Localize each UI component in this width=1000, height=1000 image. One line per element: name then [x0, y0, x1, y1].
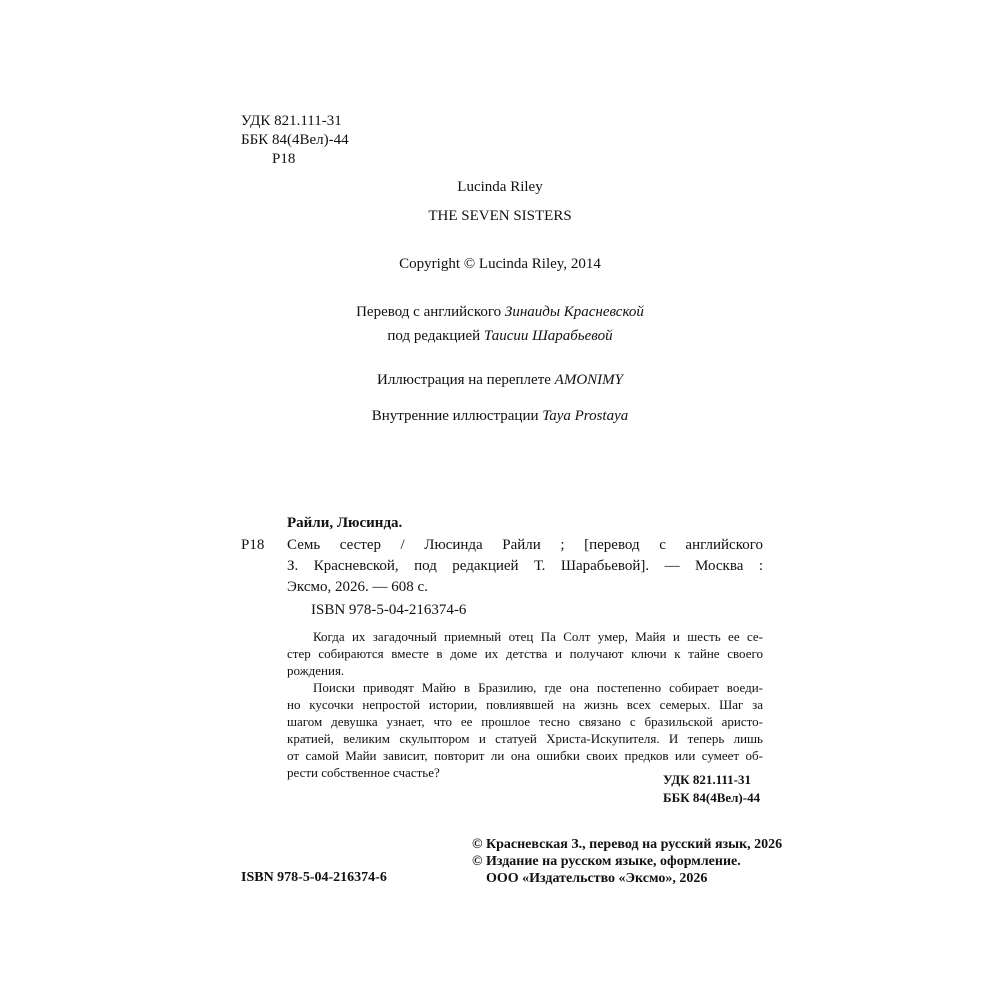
annotation-bbk: ББК 84(4Вел)-44	[663, 790, 761, 805]
annotation-line: но кусочки непростой истории, повлиявшей на жизнь всех семерых. Шаг за	[287, 697, 763, 712]
catalog-heading: Райли, Люсинда.	[287, 515, 403, 531]
rights-line: © Красневская З., перевод на русский язык, 2026	[472, 837, 783, 852]
catalog-line: З. Красневской, под редакцией Т. Шарабьевой]. — Москва :	[287, 558, 763, 574]
translation-credit	[0, 302, 1000, 322]
inner-illustration-credit	[0, 406, 1000, 426]
annotation-line: шагом девушка узнает, что ее прошлое тесно связано с бразильской аристо-	[287, 714, 763, 729]
editor-credit	[0, 326, 1000, 346]
catalog-line: Эксмо, 2026. — 608 с.	[287, 579, 428, 595]
inner-prefix: Внутренние иллюстрации	[371, 408, 543, 424]
inner-artist: Taya Prostaya	[542, 408, 629, 424]
cover-artist: AMONIMY	[554, 372, 623, 388]
annotation-line: рести собственное счастье?	[287, 765, 440, 780]
original-title: THE SEVEN SISTERS	[428, 208, 572, 224]
annotation-line: рождения.	[287, 663, 345, 678]
annotation-line: Поиски приводят Майю в Бразилию, где она постепенно собирает воеди-	[313, 680, 763, 695]
rights-line: ООО «Издательство «Эксмо», 2026	[486, 871, 708, 886]
original-author: Lucinda Riley	[457, 179, 543, 195]
rights-line: © Издание на русском языке, оформление.	[472, 854, 741, 869]
editor-prefix: под редакцией	[387, 328, 484, 344]
bbk-code: ББК 84(4Вел)-44	[241, 132, 349, 148]
copyright-line: Copyright © Lucinda Riley, 2014	[399, 256, 601, 272]
annotation-udk: УДК 821.111-31	[663, 772, 751, 787]
catalog-isbn: ISBN 978-5-04-216374-6	[311, 602, 467, 618]
editor-name: Таисии Шарабьевой	[483, 328, 613, 344]
footer-isbn: ISBN 978-5-04-216374-6	[241, 870, 387, 885]
translator-name: Зинаиды Красневской	[504, 304, 644, 320]
cover-prefix: Иллюстрация на переплете	[376, 372, 555, 388]
udk-code: УДК 821.111-31	[241, 113, 342, 129]
cover-illustration-credit	[0, 370, 1000, 390]
annotation-line: от самой Майи зависит, повторит ли она ошибки своих предков или сумеет об-	[287, 748, 763, 763]
annotation-line: Когда их загадочный приемный отец Па Солт умер, Майя и шесть ее се-	[313, 629, 763, 644]
annotation-line: стер собираются вместе в доме их детства и получают ключи к тайне своего	[287, 646, 763, 661]
annotation-line: кратией, великим скульптором и статуей Христа-Искупителя. И теперь лишь	[287, 731, 763, 746]
catalog-mark: Р18	[241, 537, 265, 553]
author-mark: Р18	[272, 151, 296, 167]
catalog-line: Семь сестер / Люсинда Райли ; [перевод с английского	[287, 537, 763, 553]
translation-prefix: Перевод с английского	[356, 304, 505, 320]
